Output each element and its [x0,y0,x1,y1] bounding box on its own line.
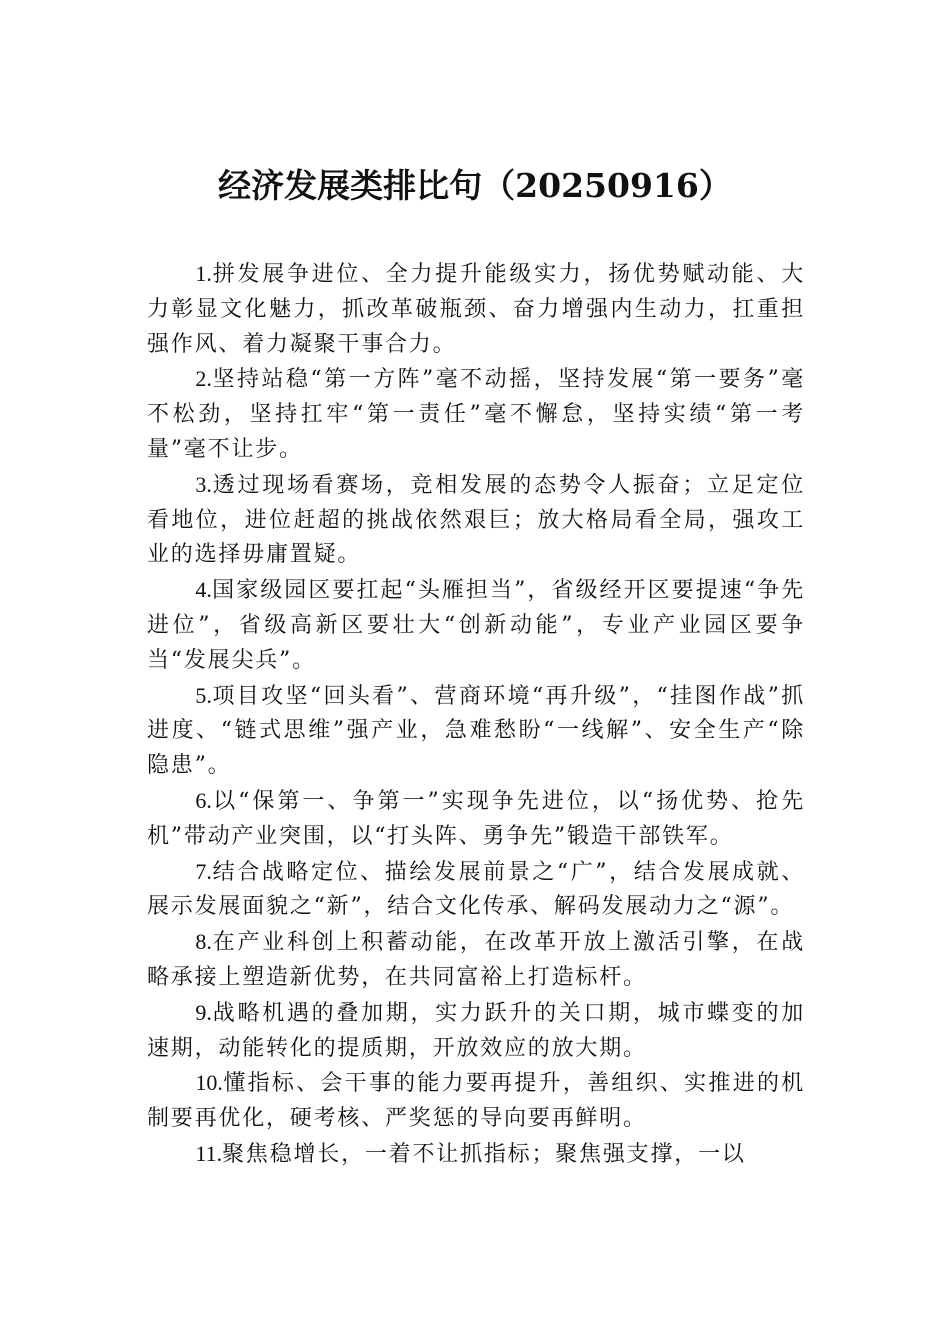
paragraph-number: 3. [195,471,212,497]
paragraph-7 [147,855,805,926]
paragraph-4 [147,573,805,678]
paragraph-number: 10. [195,1070,223,1096]
document-body [147,257,805,1173]
paragraph-10 [147,1066,805,1137]
paragraph-5 [147,679,805,784]
paragraph-text: 懂指标、会干事的能力要再提升，善组织、实推进的机制要再优化，硬考核、严奖惩的导向要再鲜明。 [147,1071,805,1132]
paragraph-11 [147,1137,805,1173]
paragraph-text: 项目攻坚“回头看”、营商环境“再升级”，“挂图作战”抓进度、“链式思维”强产业，急难愁盼“一线解”、安全生产“除隐患”。 [147,683,805,779]
paragraph-text: 坚持站稳“第一方阵”毫不动摇，坚持发展“第一要务”毫不松劲，坚持扛牢“第一责任”毫不懈怠，坚持实绩“第一考量”毫不让步。 [147,367,805,462]
paragraph-3 [147,468,805,573]
paragraph-number: 5. [195,682,212,708]
paragraph-number: 11. [195,1140,223,1166]
paragraph-number: 1. [195,261,212,286]
paragraph-6 [147,784,805,855]
paragraph-1 [147,257,805,362]
paragraph-text: 拼发展争进位、全力提升能级实力，扬优势赋动能、大力彰显文化魅力，抓改革破瓶颈、奋力增强内生动力，扛重担强作风、着力凝聚干事合力。 [147,262,805,357]
paragraph-text: 在产业科创上积蓄动能，在改革开放上激活引擎，在战略承接上塑造新优势，在共同富裕上打造标杆。 [147,930,805,990]
paragraph-text: 透过现场看赛场，竞相发展的态势令人振奋；立足定位看地位，进位赶超的挑战依然艰巨；放大格局看全局，强攻工业的选择毋庸置疑。 [147,472,805,568]
document-title: 经济发展类排比句（20250916） [218,166,732,205]
paragraph-number: 8. [195,929,212,955]
paragraph-9 [147,996,805,1067]
paragraph-text: 国家级园区要扛起“头雁担当”，省级经开区要提速“争先进位”，省级高新区要壮大“创新动能”，专业产业园区要争当“发展尖兵”。 [147,578,805,673]
paragraph-number: 7. [195,858,212,884]
paragraph-number: 6. [195,787,212,813]
paragraph-number: 4. [195,577,212,603]
paragraph-8 [147,925,805,996]
paragraph-2 [147,362,805,467]
paragraph-text: 以“保第一、争第一”实现争先进位，以“扬优势、抢先机”带动产业突围，以“打头阵、勇争先”锻造干部铁军。 [147,788,805,849]
paragraph-number: 2. [195,366,212,392]
paragraph-text: 战略机遇的叠加期，实力跃升的关口期，城市蝶变的加速期，动能转化的提质期，开放效应的放大期。 [147,1000,805,1061]
paragraph-number: 9. [195,999,212,1025]
paragraph-text: 聚焦稳增长，一着不让抓指标；聚焦强支撑，一以 [222,1141,746,1167]
paragraph-text: 结合战略定位、描绘发展前景之“广”，结合发展成就、展示发展面貌之“新”，结合文化传承、解码发展动力之“源”。 [147,859,805,920]
